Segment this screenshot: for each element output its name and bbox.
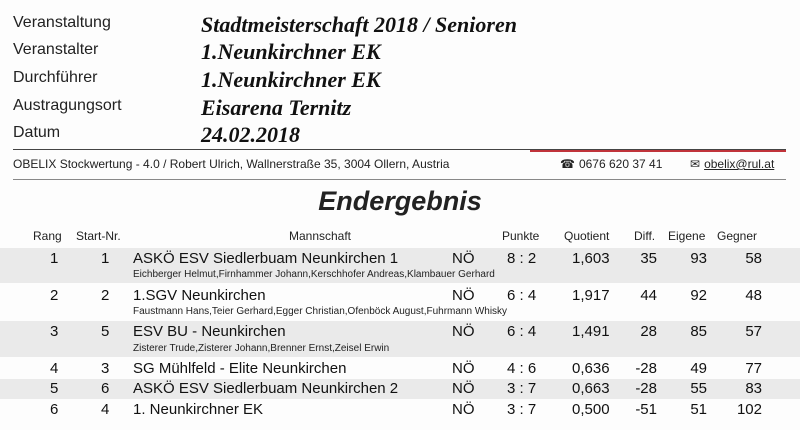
column-header-gegner: Gegner [717,229,758,243]
cell-diff: 35 [640,250,657,267]
cell-team: SG Mühlfeld - Elite Neunkirchen [133,360,347,377]
envelope-icon: ✉ [690,157,701,171]
cell-diff: -51 [635,401,657,418]
cell-gegner: 77 [745,360,762,377]
cell-eigene: 85 [690,323,707,340]
column-header-start: Start-Nr. [76,229,121,243]
table-row [0,248,800,283]
cell-quotient: 0,663 [572,380,610,397]
header-value: Eisarena Ternitz [201,95,352,120]
cell-start: 6 [101,380,110,397]
header-label: Durchführer [13,69,98,86]
team-members: Zisterer Trude,Zisterer Johann,Brenner Ernst,Zeisel Erwin [133,343,390,354]
cell-punkte: 3 : 7 [507,380,537,397]
header-row-veranstaltung [13,12,783,38]
header-value: 1.Neunkirchner EK [201,67,381,92]
team-members: Faustmann Hans,Teier Gerhard,Egger Christian,Ofenböck August,Fuhrmann Whisky [133,306,508,317]
cell-start: 3 [101,360,110,377]
cell-rang: 1 [50,250,59,267]
cell-gegner: 102 [736,401,762,418]
cell-punkte: 3 : 7 [507,401,537,418]
accent-divider [530,150,786,152]
cell-diff: 44 [640,287,657,304]
software-info: OBELIX Stockwertung - 4.0 / Robert Ulrich, Wallnerstraße 35, 3004 Ollern, Austria [13,157,450,171]
cell-rang: 2 [50,287,59,304]
divider [13,179,786,180]
cell-team: ASKÖ ESV Siedlerbuam Neunkirchen 1 [133,250,399,267]
cell-eigene: 93 [690,250,707,267]
column-header-quotient: Quotient [564,229,610,243]
cell-start: 5 [101,323,110,340]
cell-eigene: 55 [690,380,707,397]
header-row-austragungsort [13,95,783,121]
cell-team: ASKÖ ESV Siedlerbuam Neunkirchen 2 [133,380,399,397]
cell-punkte: 8 : 2 [507,250,537,267]
cell-team: 1.SGV Neunkirchen [133,287,266,304]
cell-diff: -28 [635,360,657,377]
cell-team: 1. Neunkirchner EK [133,401,264,418]
cell-region: NÖ [452,380,475,397]
email-contact[interactable] [690,157,774,171]
cell-eigene: 51 [690,401,707,418]
cell-start: 1 [101,250,110,267]
cell-region: NÖ [452,360,475,377]
column-header-diff: Diff. [634,229,656,243]
header-row-durchfuehrer [13,67,783,93]
header-value: Stadtmeisterschaft 2018 / Senioren [201,12,517,37]
table-row [0,359,800,378]
cell-eigene: 92 [690,287,707,304]
cell-quotient: 1,603 [572,250,610,267]
cell-region: NÖ [452,323,475,340]
table-row [0,285,800,320]
email-link[interactable]: obelix@rul.at [704,157,775,171]
phone-contact [560,157,662,171]
table-row [0,321,800,357]
cell-quotient: 0,500 [572,401,610,418]
cell-rang: 6 [50,401,59,418]
table-row [0,379,800,399]
cell-region: NÖ [452,401,475,418]
cell-quotient: 1,491 [572,323,610,340]
cell-quotient: 0,636 [572,360,610,377]
cell-quotient: 1,917 [572,287,610,304]
cell-region: NÖ [452,287,475,304]
header-value: 1.Neunkirchner EK [201,39,381,64]
header-label: Austragungsort [13,97,122,114]
cell-eigene: 49 [690,360,707,377]
header-label: Veranstalter [13,41,99,58]
column-header-punkte: Punkte [502,229,540,243]
cell-gegner: 57 [745,323,762,340]
cell-gegner: 83 [745,380,762,397]
cell-start: 4 [101,401,110,418]
cell-punkte: 6 : 4 [507,287,537,304]
cell-diff: 28 [640,323,657,340]
column-header-eigene: Eigene [668,229,706,243]
cell-gegner: 48 [745,287,762,304]
team-members: Eichberger Helmut,Firnhammer Johann,Kerschhofer Andreas,Klambauer Gerhard [133,269,495,280]
cell-start: 2 [101,287,110,304]
header-row-veranstalter [13,39,783,65]
cell-punkte: 6 : 4 [507,323,537,340]
cell-punkte: 4 : 6 [507,360,537,377]
column-header-team: Mannschaft [288,229,352,243]
cell-rang: 3 [50,323,59,340]
cell-diff: -28 [635,380,657,397]
table-row [0,400,800,420]
phone-icon: ☎ [560,157,575,171]
header-row-datum [13,122,783,148]
phone-number: 0676 620 37 41 [578,157,663,171]
page-title: Endergebnis [318,186,482,216]
cell-rang: 5 [50,380,59,397]
header-value: 24.02.2018 [201,122,300,147]
header-label: Veranstaltung [13,14,111,31]
cell-region: NÖ [452,250,475,267]
header-label: Datum [13,124,61,141]
column-header-rang: Rang [33,229,62,243]
cell-team: ESV BU - Neunkirchen [133,323,286,340]
cell-gegner: 58 [745,250,762,267]
cell-rang: 4 [50,360,59,377]
